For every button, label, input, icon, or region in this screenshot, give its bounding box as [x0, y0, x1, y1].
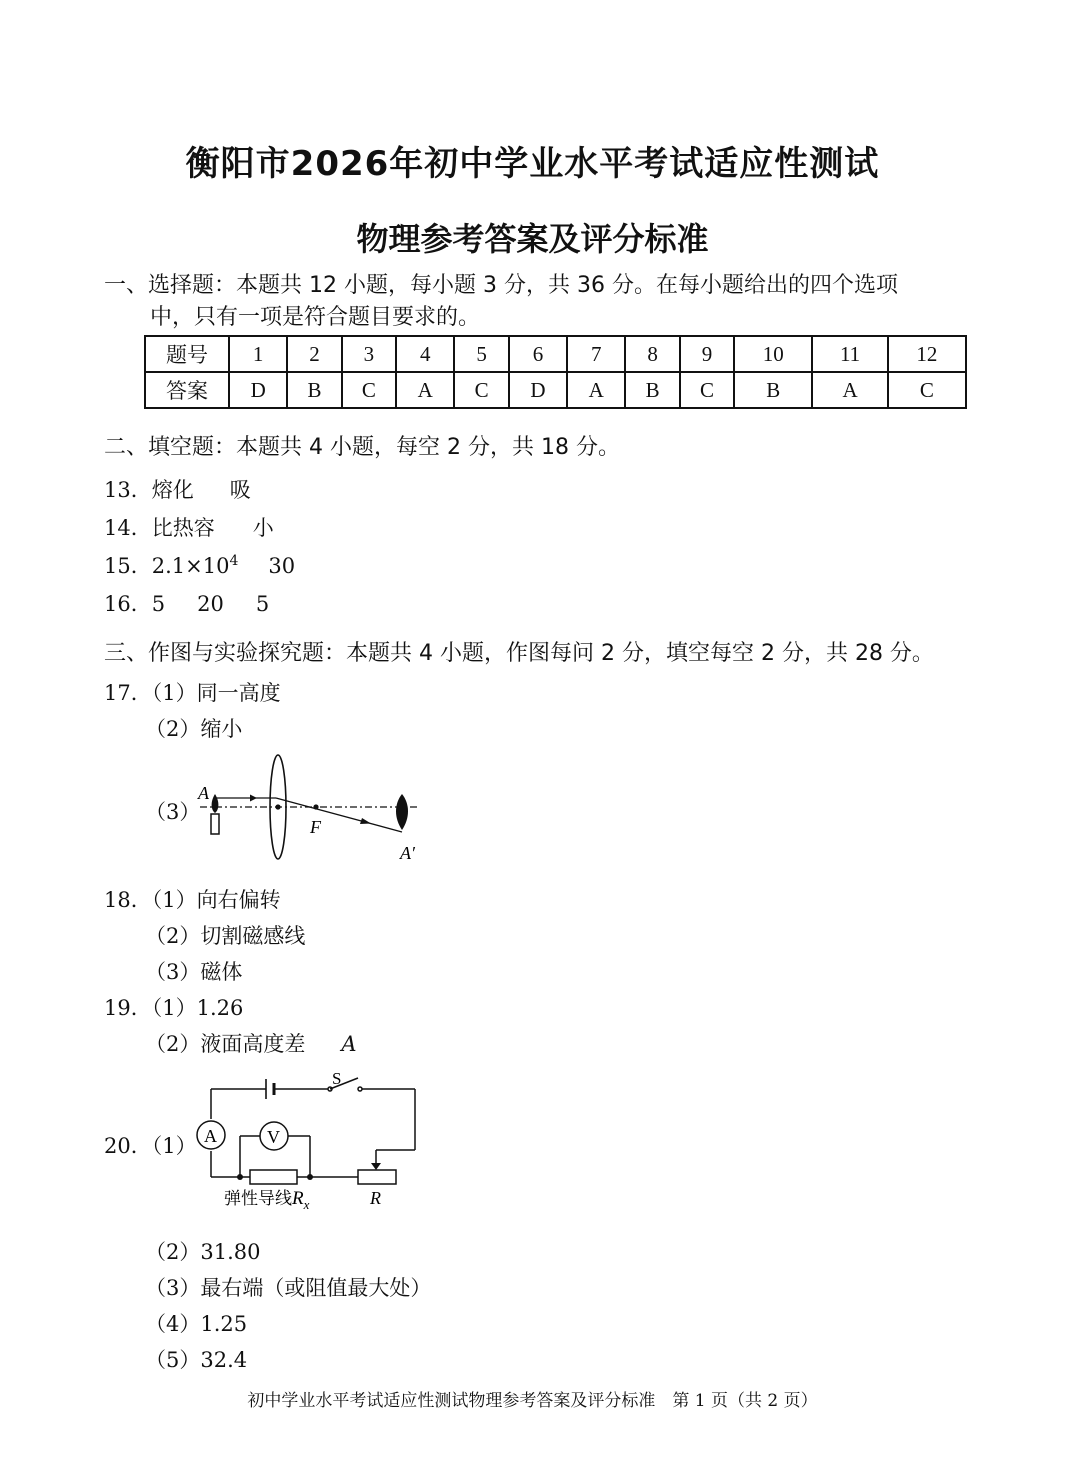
switch-label: S — [332, 1069, 342, 1088]
section3-heading: 三、作图与实验探究题：本题共 4 小题，作图每问 2 分，填空每空 2 分，共 28 分。 — [104, 641, 934, 666]
q20-line4: （4）1.25 — [145, 1312, 248, 1336]
answer-14 — [104, 512, 274, 542]
answer-table — [144, 335, 967, 409]
answer-variable: A — [341, 1032, 357, 1056]
answer-cell: A — [396, 372, 454, 408]
answer-text: 熔化 — [151, 478, 194, 502]
answer-16 — [104, 588, 269, 618]
answer-text: 小 — [252, 516, 274, 540]
rx-label: 弹性导线$R_x$ — [224, 1188, 310, 1212]
question-number: 13． — [104, 478, 152, 502]
q19-line2 — [145, 1028, 357, 1058]
lens-ray-diagram — [190, 752, 450, 864]
question-number: 14． — [104, 516, 152, 540]
q20-line1 — [104, 1130, 197, 1160]
q-num: 11 — [812, 336, 888, 372]
q18-line1 — [104, 884, 281, 914]
row-label-answer: 答案 — [145, 372, 229, 408]
section1-heading: 一、选择题：本题共 12 小题，每小题 3 分，共 36 分。在每小题给出的四个选项 — [104, 273, 898, 298]
q-num: 9 — [680, 336, 734, 372]
label-a-prime: A′ — [400, 843, 415, 863]
section2-heading: 二、填空题：本题共 4 小题，每空 2 分，共 18 分。 — [104, 435, 620, 460]
q18-line3: （3）磁体 — [145, 960, 243, 984]
q17-line2: （2）缩小 — [145, 717, 243, 741]
question-number: 20． — [104, 1134, 152, 1158]
q-num: 6 — [509, 336, 567, 372]
q17-line3: （3） — [145, 800, 201, 824]
answer-text: 30 — [268, 554, 296, 578]
q-num: 1 — [229, 336, 287, 372]
inverted-image — [396, 794, 408, 830]
answer-cell: B — [734, 372, 812, 408]
answer-text: 20 — [197, 592, 224, 616]
label-a: A — [198, 783, 209, 803]
question-number: 17． — [104, 681, 152, 705]
answer-text: （2）液面高度差 — [145, 1032, 306, 1056]
question-number: 16． — [104, 592, 152, 616]
question-number: 19． — [104, 996, 152, 1020]
answer-cell: B — [625, 372, 679, 408]
q-num: 4 — [396, 336, 454, 372]
label-f: F — [310, 817, 321, 837]
q-num: 3 — [342, 336, 396, 372]
q-num: 10 — [734, 336, 812, 372]
answer-text: （1）同一高度 — [151, 681, 281, 705]
answer-cell: C — [342, 372, 396, 408]
page-subtitle: 物理参考答案及评分标准 — [356, 220, 709, 258]
circuit-diagram — [190, 1066, 430, 1216]
answer-13 — [104, 474, 251, 504]
q20-line5: （5）32.4 — [145, 1348, 248, 1372]
candle-flame — [212, 794, 219, 813]
exponent: 4 — [229, 553, 239, 569]
voltmeter-label: V — [267, 1127, 280, 1147]
answer-text: 5 — [151, 592, 166, 616]
page-footer: 初中学业水平考试适应性测试物理参考答案及评分标准 第 1 页（共 2 页） — [247, 1391, 818, 1411]
answer-cell: A — [812, 372, 888, 408]
q18-line2: （2）切割磁感线 — [145, 924, 306, 948]
q-num: 2 — [287, 336, 341, 372]
answer-text: 吸 — [229, 478, 251, 502]
q17-line1 — [104, 677, 281, 707]
answer-cell: B — [287, 372, 341, 408]
switch-contact — [358, 1087, 362, 1091]
candle — [211, 814, 219, 834]
answer-text: （1） — [151, 1134, 197, 1158]
question-number-row — [145, 336, 966, 372]
q19-line1 — [104, 992, 243, 1022]
answer-text: （1）向右偏转 — [151, 888, 281, 912]
ammeter-label: A — [204, 1126, 217, 1146]
ray-arrow — [360, 818, 371, 824]
answer-cell: D — [229, 372, 287, 408]
q-num: 8 — [625, 336, 679, 372]
junction-dot — [307, 1174, 313, 1180]
answer-cell: C — [888, 372, 966, 408]
answer-row — [145, 372, 966, 408]
q-num: 5 — [454, 336, 508, 372]
answer-cell: C — [454, 372, 508, 408]
question-number: 15． — [104, 554, 152, 578]
answer-cell: A — [567, 372, 625, 408]
answer-text: 5 — [255, 592, 270, 616]
q20-line2: （2）31.80 — [145, 1240, 261, 1264]
junction-dot — [237, 1174, 243, 1180]
slider-arrow — [371, 1163, 381, 1170]
answer-text: 比热容 — [151, 516, 215, 540]
rheostat-r — [358, 1170, 396, 1184]
r-label: R — [370, 1188, 381, 1208]
q20-line3: （3）最右端（或阻值最大处） — [145, 1276, 432, 1300]
answer-text: （1）1.26 — [151, 996, 244, 1020]
resistor-rx — [250, 1170, 297, 1184]
answer-cell: D — [509, 372, 567, 408]
refracted-ray — [276, 798, 402, 832]
q-num: 12 — [888, 336, 966, 372]
focal-point — [313, 804, 318, 809]
page-title: 衡阳市2026年初中学业水平考试适应性测试 — [185, 144, 880, 184]
answer-cell: C — [680, 372, 734, 408]
row-label-question: 题号 — [145, 336, 229, 372]
optical-center — [275, 804, 280, 809]
answer-text: 2.1×10 — [151, 554, 230, 578]
section1-heading-cont: 中，只有一项是符合题目要求的。 — [150, 305, 481, 330]
answer-15 — [104, 550, 295, 580]
q-num: 7 — [567, 336, 625, 372]
question-number: 18． — [104, 888, 152, 912]
ray-arrow — [250, 795, 257, 802]
